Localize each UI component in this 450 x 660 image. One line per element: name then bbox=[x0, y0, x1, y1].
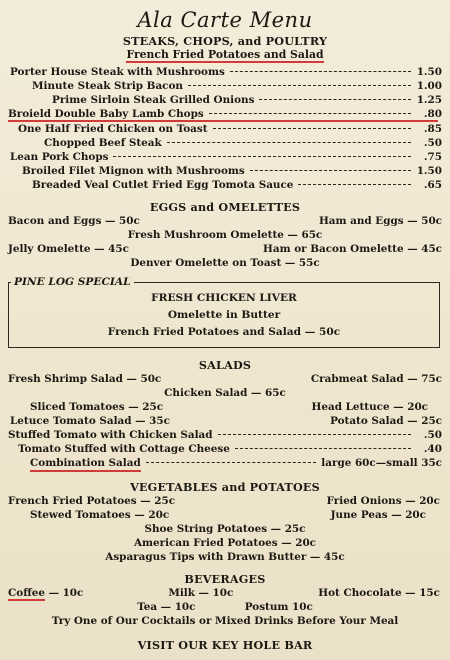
salads-row-3: Combination Salad large 60c—small 35c bbox=[8, 456, 442, 472]
veg-line-4: American Fried Potatoes — 20c bbox=[133, 537, 317, 549]
eggs-line-2: Fresh Mushroom Omelette — 65c bbox=[127, 229, 323, 241]
salads-line-1: Fresh Shrimp Salad — 50c Crabmeat Salad — 75c bbox=[8, 373, 442, 385]
menu-item: One Half Fried Chicken on Toast .85 bbox=[18, 123, 442, 135]
menu-item: Chopped Beef Steak .50 bbox=[44, 137, 442, 149]
menu-title: Ala Carte Menu bbox=[137, 8, 313, 32]
eggs-line-3: Jelly Omelette — 45c Ham or Bacon Omelette — 45c bbox=[8, 243, 442, 255]
special-box bbox=[8, 276, 440, 348]
bev-line-2: Tea — 10c Postum 10c bbox=[137, 601, 313, 613]
coffee-label: Coffee bbox=[8, 587, 45, 599]
special-label: PINE LOG SPECIAL bbox=[11, 276, 134, 288]
bev-line-1: Coffee — 10c Milk — 10c Hot Chocolate — 15c bbox=[8, 587, 440, 599]
salads-row-2: Tomato Stuffed with Cottage Cheese .40 bbox=[18, 443, 442, 455]
special-line-3: French Fried Potatoes and Salad — 50c bbox=[107, 326, 341, 338]
eggs-heading: EGGS and OMELETTES bbox=[149, 200, 301, 214]
steaks-subheading bbox=[8, 48, 442, 61]
menu-item: Broiled Filet Mignon with Mushrooms 1.50 bbox=[22, 165, 442, 177]
menu-item: Prime Sirloin Steak Grilled Onions 1.25 bbox=[52, 94, 442, 106]
steaks-subheading-text: French Fried Potatoes and Salad bbox=[126, 48, 324, 61]
veg-line-1: French Fried Potatoes — 25c Fried Onions — 20c bbox=[8, 495, 440, 507]
veg-line-5: Asparagus Tips with Drawn Butter — 45c bbox=[105, 551, 345, 563]
beverages-heading: BEVERAGES bbox=[184, 572, 266, 586]
salads-line-3: Sliced Tomatoes — 25c Head Lettuce — 20c bbox=[30, 401, 428, 413]
special-line-1: FRESH CHICKEN LIVER bbox=[151, 292, 297, 304]
eggs-line-1: Bacon and Eggs — 50c Ham and Eggs — 50c bbox=[8, 215, 442, 227]
menu-item: Porter House Steak with Mushrooms 1.50 bbox=[10, 66, 442, 78]
steaks-list bbox=[8, 65, 442, 192]
eggs-line-4: Denver Omelette on Toast — 55c bbox=[130, 257, 320, 269]
salads-line-4: Letuce Tomato Salad — 35c Potato Salad — 25c bbox=[10, 415, 442, 427]
veg-line-2: Stewed Tomatoes — 20c June Peas — 20c bbox=[30, 509, 426, 521]
menu-item: Minute Steak Strip Bacon 1.00 bbox=[32, 80, 442, 92]
bev-note: Try One of Our Cocktails or Mixed Drinks Before Your Meal bbox=[51, 615, 399, 627]
vegetables-heading: VEGETABLES and POTATOES bbox=[130, 480, 320, 494]
veg-line-3: Shoe String Potatoes — 25c bbox=[144, 523, 306, 535]
special-line-2: Omelette in Butter bbox=[167, 309, 281, 321]
steaks-heading: STEAKS, CHOPS, and POULTRY bbox=[122, 34, 328, 48]
footer-line: VISIT OUR KEY HOLE BAR bbox=[137, 638, 313, 652]
menu-item: Broield Double Baby Lamb Chops .80 bbox=[8, 108, 442, 120]
salads-heading: SALADS bbox=[198, 358, 252, 372]
menu-item: Lean Pork Chops .75 bbox=[10, 151, 442, 163]
menu-item: Breaded Veal Cutlet Fried Egg Tomota Sauce .65 bbox=[32, 179, 442, 191]
salads-row-1: Stuffed Tomato with Chicken Salad .50 bbox=[8, 429, 442, 441]
salads-line-2: Chicken Salad — 65c bbox=[164, 387, 286, 399]
